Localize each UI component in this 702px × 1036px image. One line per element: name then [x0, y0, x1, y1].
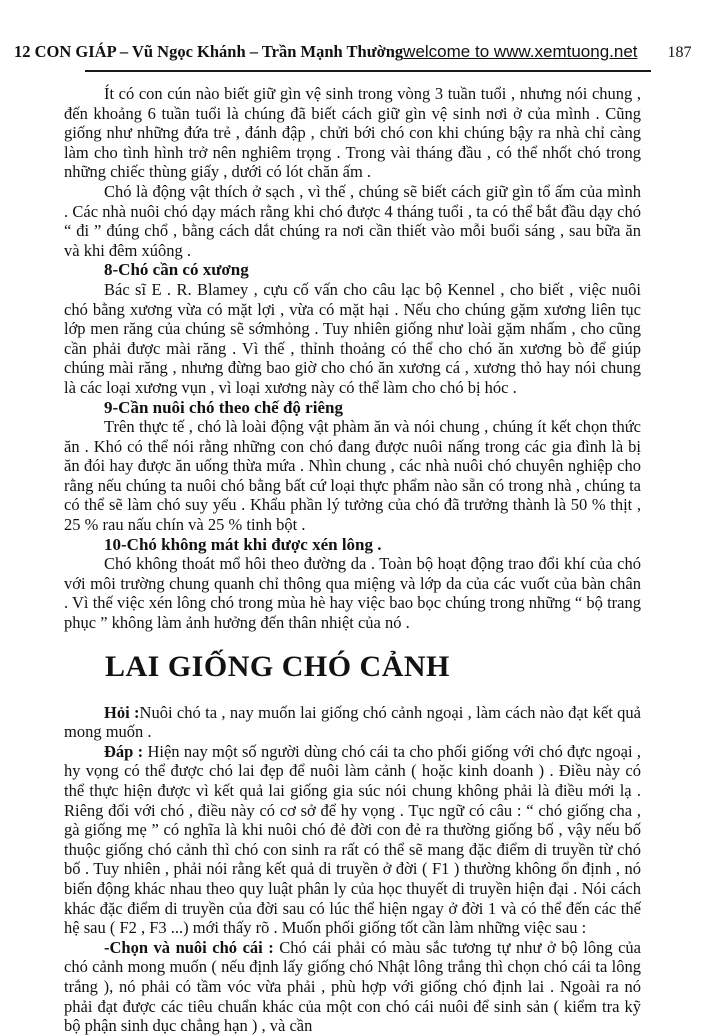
chapter-title: LAI GIỐNG CHÓ CẢNH [105, 649, 450, 683]
paragraph: Chó là động vật thích ở sạch , vì thế , chúng sẽ biết cách giữ gìn tổ ấm của mình . Các nhà nuôi chó dạy mách rằng khi chó được 4 tháng tuổi , ta có thể bắt đầu dạy chó “ đi ” đúng chổ , bằng cách dắt chúng ra nơi cần thiết vào mỗi buổi sáng , sau bữa ăn và khi đêm xúông . [64, 181, 641, 260]
paragraph: Đáp : Hiện nay một số người dùng chó cái ta cho phối giống với chó đực ngoại , hy vọng có thể được chó lai đẹp để nuôi làm cảnh ( hoặc kinh doanh ) . Điều này có thể thực hiện được vì kết quả lai giống gia súc nói chung không phải là điều mới lạ . Riêng đối với chó , điều này có cơ sở để hy vọng . Tục ngữ có câu : “ chó giống cha , gà giống mẹ ” có nghĩa là khi nuôi chó đẻ đời con đẻ ra thường giống bố , vậy nếu bố thuộc giống chó cảnh thì chó con sinh ra rất có thể sẽ mang đặc điểm di truyền từ chó bố . Tuy nhiên , phải nói rằng kết quả di truyền ở đời ( F1 ) thường không ổn định , nó biến động khác nhau theo quy luật phân ly của học thuyết di truyền hiện đại . Nói cách khác đặc điểm di truyền của đời sau có lúc thể hiện ngay ở đời 1 và có thể đến các thế hệ sau ( F2 , F3 ...) mới thấy rõ . Muốn phối giống tốt cần làm những việc sau : [64, 741, 641, 938]
page-content [64, 84, 641, 1036]
page-header [14, 42, 690, 62]
section-heading: 8-Chó cần có xương [104, 260, 249, 280]
book-title: 12 CON GIÁP – Vũ Ngọc Khánh – Trần Mạnh Thường [14, 42, 404, 61]
paragraph-lead: Đáp : [104, 741, 148, 761]
paragraph: Chó không thoát mổ hôi theo đường da . Toàn bộ hoạt động trao đổi khí của chó với môi trường chung quanh chỉ thông qua miệng và lớp da của các vuốt của bàn chân . Vì thế việc xén lông chó trong mùa hè hay việc bao bọc chúng trong những “ bộ trang phục ” không làm ảnh hưởng đến thân nhiệt của nó . [64, 554, 641, 633]
paragraph: Hỏi :Nuôi chó ta , nay muốn lai giống chó cảnh ngoại , làm cách nào đạt kết quả mong muốn . [64, 702, 641, 742]
section-heading: 10-Chó không mát khi được xén lông . [104, 534, 382, 554]
paragraph-lead: Hỏi : [104, 702, 140, 722]
paragraph: Bác sĩ E . R. Blamey , cựu cố vấn cho câu lạc bộ Kennel , cho biết , việc nuôi chó bằng xương vừa có mặt lợi , vừa có mặt hại . Nếu cho chúng gặm xương liên tục lớp men răng của chúng sẽ sớmhỏng . Tuy nhiên giống như loài gặm nhấm , cho cũng cần phải được mài răng . Vì thế , thỉnh thoảng có thể cho chó ăn xương bò để giúp chúng mài răng , nhưng đừng bao giờ cho chó ăn xương cá , xương thỏ hay nói chung là các loại xương vụn , vì loại xương này có thể làm cho chó bị hóc . [64, 279, 641, 397]
website-link[interactable]: welcome to www.xemtuong.net [403, 42, 638, 61]
paragraph: Ít có con cún nào biết giữ gìn vệ sinh trong vòng 3 tuần tuổi , nhưng nói chung , đến khoảng 6 tuần tuổi là chúng đã biết cách giữ gìn vệ sinh nơi ở của mình . Cũng giống như những đứa trẻ , đánh đập , chửi bới chó con khi chúng bậy ra nhà chỉ càng làm cho tình hình trở nên nghiêm trọng . Trong vài tháng đầu , có thể nhốt chó trong những chiếc thùng giấy , dưới có lót chăn ấm . [64, 84, 641, 182]
header-divider [85, 70, 651, 72]
paragraph-lead: -Chọn và nuôi chó cái : [104, 937, 280, 957]
paragraph: -Chọn và nuôi chó cái : Chó cái phải có màu sắc tương tự như ở bộ lông của chó cảnh mong muốn ( nếu định lấy giống chó Nhật lông trắng thì chọn chó cái ta lông trắng ), nó phải có tầm vóc vừa phải , phù hợp với giống chó định lai . Ngoài ra nó phải đạt được các tiêu chuẩn khác của một con chó cái nuôi để sinh sản ( kiểm tra kỹ bộ phận sinh dục chẳng hạn ) , và cần [64, 937, 641, 1036]
section-heading: 9-Cần nuôi chó theo chế độ riêng [104, 397, 343, 417]
page-number: 187 [667, 44, 692, 61]
paragraph: Trên thực tế , chó là loài động vật phàm ăn và nói chung , chúng ít kết chọn thức ăn . Khó có thể nói rằng những con chó đang được nuôi nấng trong các gia đình là bị ăn đói hay được ăn uống thừa mứa . Nhìn chung , các nhà nuôi chó chuyên nghiệp cho rằng nếu chúng ta nuôi chó bằng bất cứ loại thực phẩm nào sẵn có trong nhà , chúng ta có thể sẽ làm chó suy yếu . Khẩu phần lý tưởng của chó đã trưởng thành là 50 % thịt , 25 % rau nấu chín và 25 % tinh bột . [64, 417, 641, 535]
